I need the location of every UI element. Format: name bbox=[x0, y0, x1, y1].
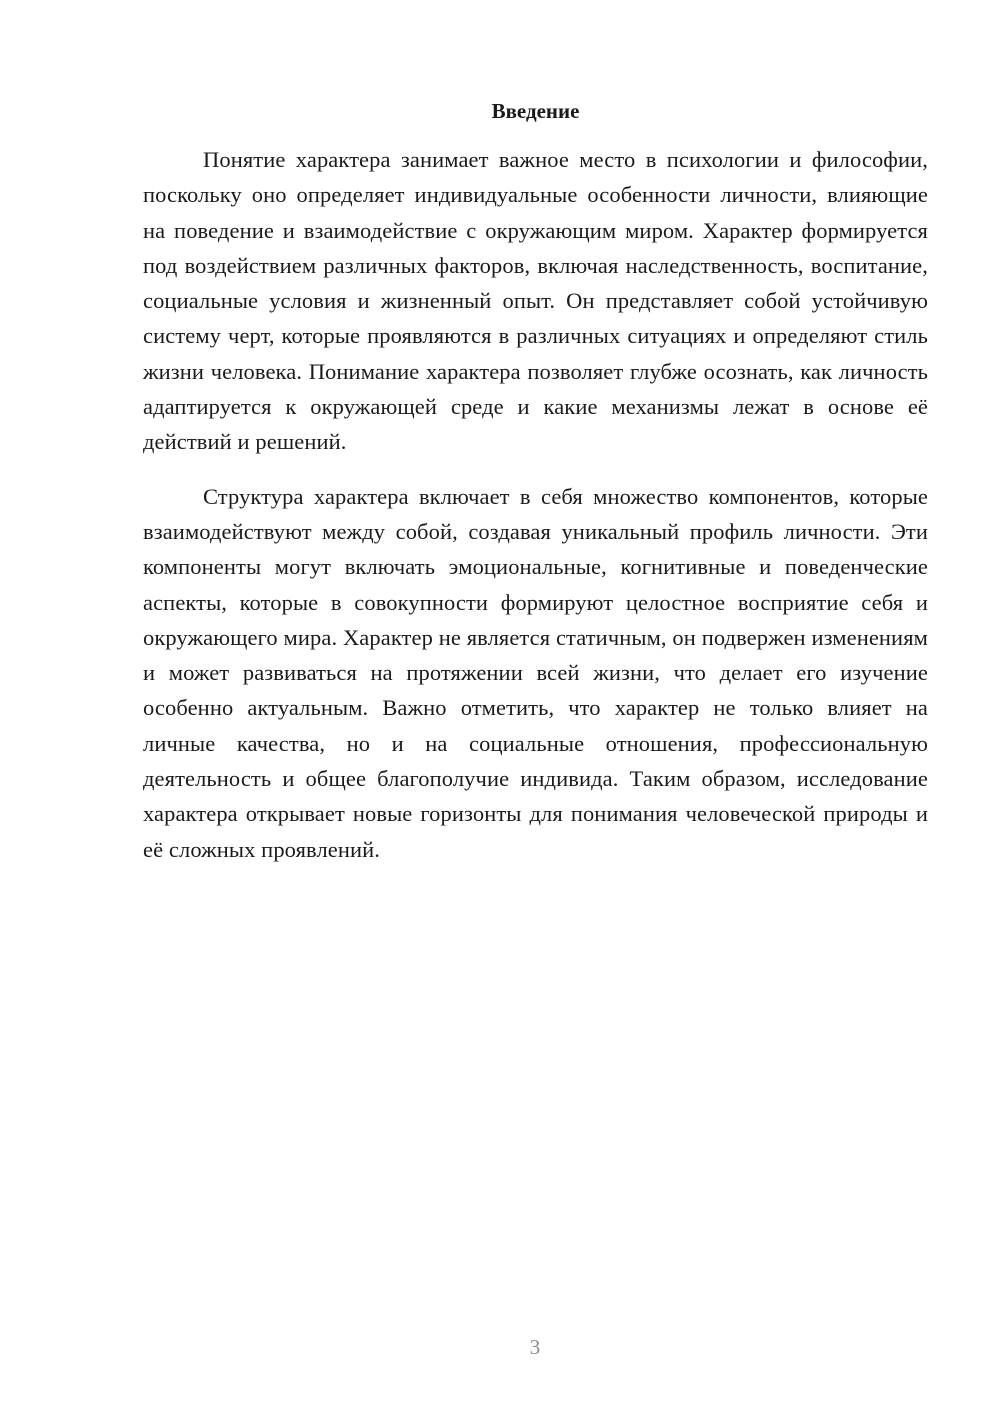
body-text bbox=[143, 142, 928, 867]
paragraph-1: Понятие характера занимает важное место в психологии и философии, поскольку оно определяет индивидуальные особенности личности, влияющие на поведение и взаимодействие с окружающим миром. Характер формируется под воздействием различных факторов, включая наследственность, воспитание, социальные условия и жизненный опыт. Он представляет собой устойчивую систему черт, которые проявляются в различных ситуациях и определяют стиль жизни человека. Понимание характера позволяет глубже осознать, как личность адаптируется к окружающей среде и какие механизмы лежат в основе её действий и решений. bbox=[143, 147, 928, 455]
paragraph-2: Структура характера включает в себя множество компонентов, которые взаимодействуют между собой, создавая уникальный профиль личности. Эти компоненты могут включать эмоциональные, когнитивные и поведенческие аспекты, которые в совокупности формируют целостное восприятие себя и окружающего мира. Характер не является статичным, он подвержен изменениям и может развиваться на протяжении всей жизни, что делает его изучение особенно актуальным. Важно отметить, что характер не только влияет на личные качества, но и на социальные отношения, профессиональную деятельность и общее благополучие индивида. Таким образом, исследование характера открывает новые горизонты для понимания человеческой природы и её сложных проявлений. bbox=[143, 483, 928, 862]
page-number: 3 bbox=[529, 1335, 541, 1359]
section-title: Введение bbox=[491, 99, 580, 123]
